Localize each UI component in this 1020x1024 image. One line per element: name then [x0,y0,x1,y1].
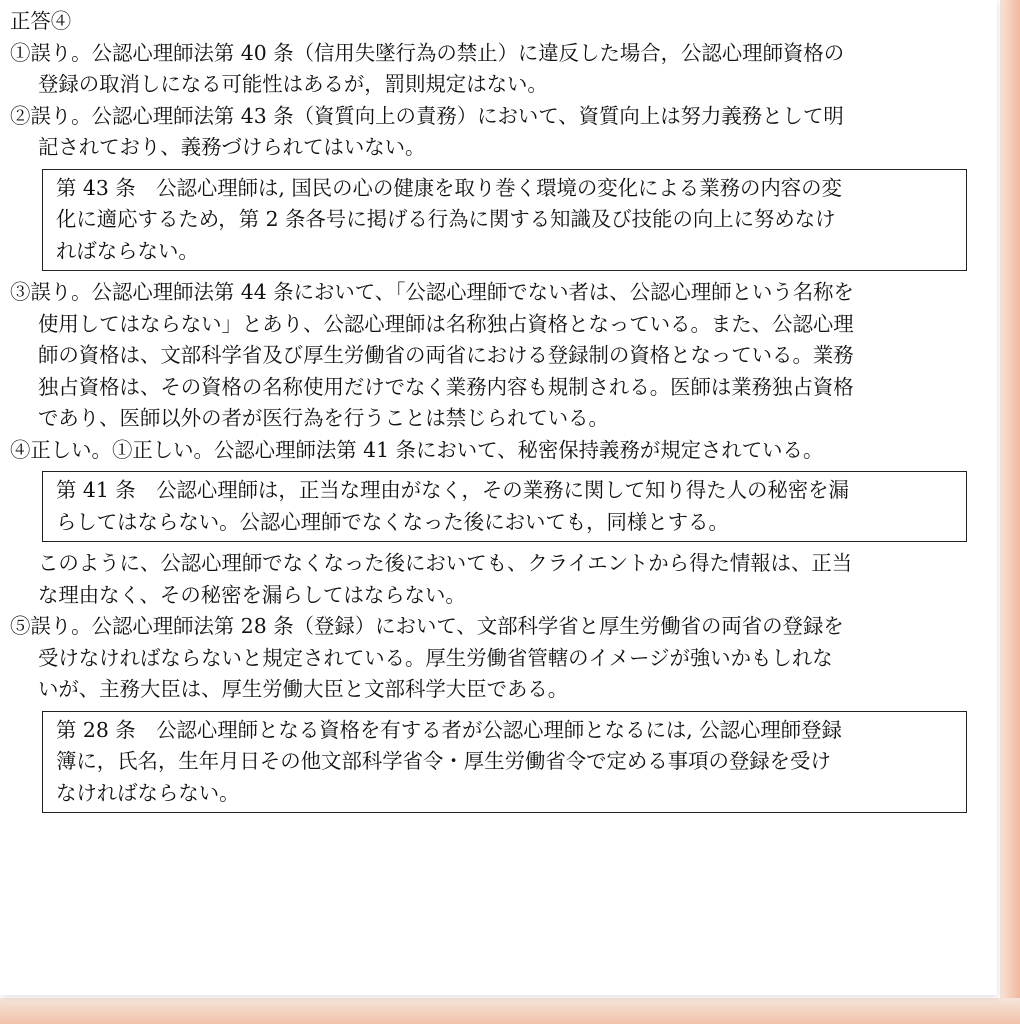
section-4-note-line: な理由なく、その秘密を漏らしてはならない。 [38,582,466,607]
document-content [10,6,970,819]
section-2-line: ②誤り。公認心理師法第 43 条（資質向上の責務）において、資質向上は努力義務として明 [10,103,844,128]
quote-line: 第 41 条 公認心理師は，正当な理由がなく，その業務に関して知り得た人の秘密を漏 [56,478,849,502]
section-3-line: 独占資格は、その資格の名称使用だけでなく業務内容も規制される。医師は業務独占資格 [38,374,854,399]
quote-line: 簿に，氏名，生年月日その他文部科学省令・厚生労働省令で定める事項の登録を受け [56,749,831,773]
quote-line: 化に適応するため，第 2 条各号に掲げる行為に関する知識及び技能の向上に努めなけ [56,207,836,231]
article-41-quote-box [42,471,967,542]
answer-heading: 正答④ [10,9,72,33]
quote-line: 第 28 条 公認心理師となる資格を有する者が公認心理師となるには, 公認心理師登録 [56,717,842,742]
section-5-line: ⑤誤り。公認心理師法第 28 条（登録）において、文部科学省と厚生労働省の両省の登録を [10,614,844,638]
section-2-line: 記されており、義務づけられてはいない。 [38,135,426,159]
section-3-line: ③誤り。公認心理師法第 44 条において、「公認心理師でない者は、公認心理師という名称を [10,280,854,304]
section-3-line: 使用してはならない」とあり、公認心理師は名称独占資格となっている。また、公認心理 [38,311,854,336]
section-5-line: いが、主務大臣は、厚生労働大臣と文部科学大臣である。 [38,677,569,701]
quote-line: ればならない。 [56,238,199,263]
background-band-bottom [0,998,1020,1024]
section-4-line: ④正しい。①正しい。公認心理師法第 41 条において、秘密保持義務が規定されている。 [10,437,824,462]
background-band-right [1000,0,1020,1024]
quote-line: らしてはならない。公認心理師でなくなった後においても，同様とする。 [56,509,729,534]
article-43-quote-box [42,169,967,272]
section-4-note-line: このように、公認心理師でなくなった後においても、クライエントから得た情報は、正当 [38,551,853,575]
quote-line: 第 43 条 公認心理師は, 国民の心の健康を取り巻く環境の変化による業務の内容の変 [56,175,842,200]
section-2 [10,101,970,272]
section-5-line: 受けなければならないと規定されている。厚生労働省管轄のイメージが強いかもしれな [38,645,833,670]
section-3-line: 師の資格は、文部科学省及び厚生労働省の両省における登録制の資格となっている。業務 [38,343,854,367]
section-5 [10,611,970,813]
section-3 [10,277,970,435]
section-1-line: 登録の取消しになる可能性はあるが，罰則規定はない。 [38,72,548,96]
section-4 [10,435,970,612]
section-1-line: ①誤り。公認心理師法第 40 条（信用失墜行為の禁止）に違反した場合，公認心理師資格の [10,40,845,65]
section-1 [10,38,970,101]
section-3-line: であり、医師以外の者が医行為を行うことは禁じられている。 [38,406,609,430]
article-28-quote-box [42,711,967,814]
quote-line: なければならない。 [56,780,240,805]
